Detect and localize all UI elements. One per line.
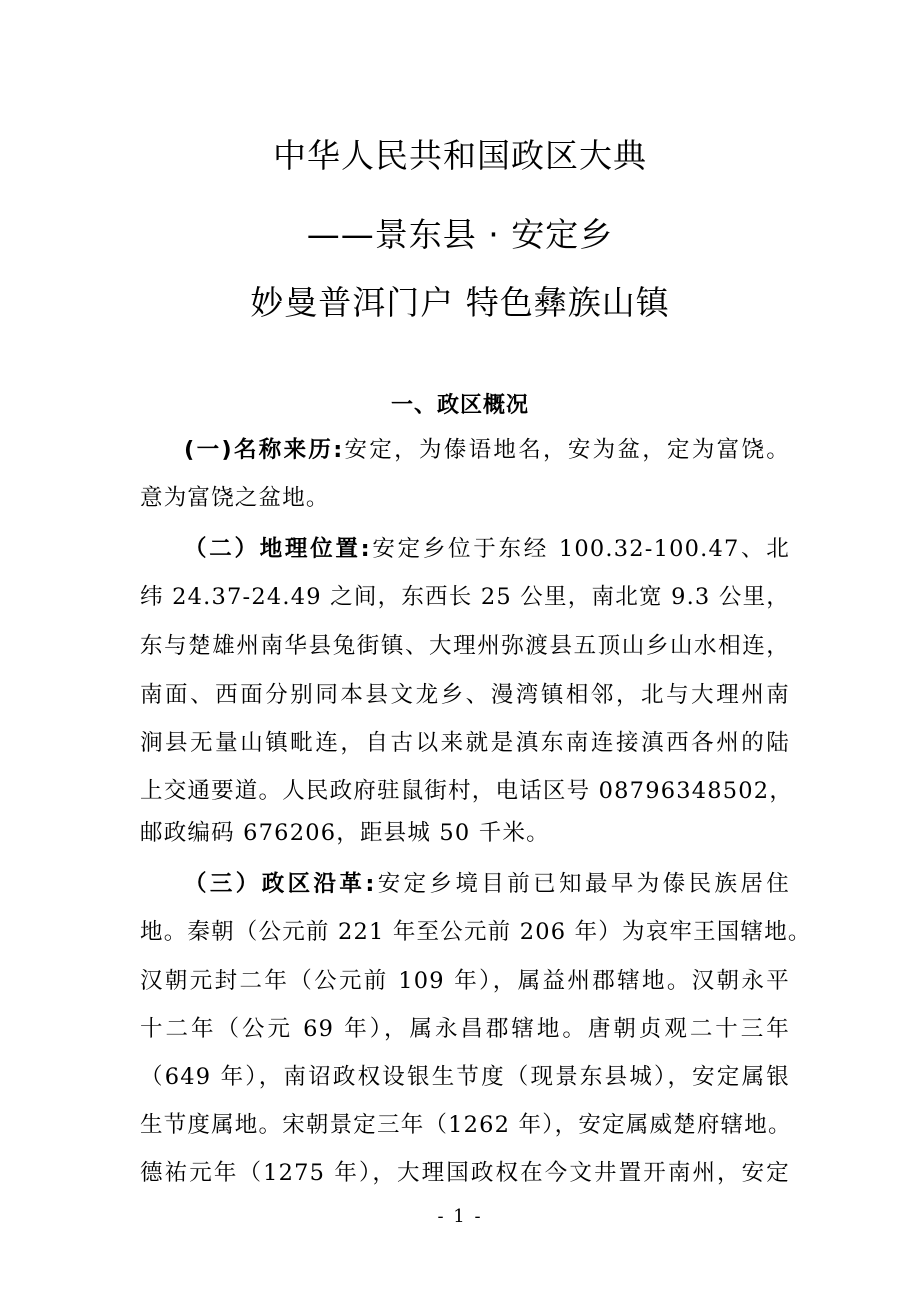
paragraph-label: （二）地理位置: xyxy=(184,536,371,562)
paragraph-line: 邮政编码 676206，距县城 50 千米。 xyxy=(140,820,550,846)
paragraph-line xyxy=(184,434,790,466)
page-number: - 1 - xyxy=(437,1206,483,1227)
paragraph-line: 汉朝元封二年（公元前 109 年），属益州郡辖地。汉朝永平 xyxy=(140,968,790,994)
paragraph-label: (一)名称来历: xyxy=(184,437,344,463)
paragraph-line: 地。秦朝（公元前 221 年至公元前 206 年）为哀牢王国辖地。 xyxy=(140,919,812,945)
paragraph-line: 十二年（公元 69 年），属永昌郡辖地。唐朝贞观二十三年 xyxy=(140,1016,790,1042)
paragraph-line: 东与楚雄州南华县兔街镇、大理州弥渡县五顶山乡山水相连， xyxy=(140,633,790,659)
paragraph-line: 涧县无量山镇毗连，自古以来就是滇东南连接滇西各州的陆 xyxy=(140,730,790,756)
paragraph-line: 上交通要道。人民政府驻鼠街村，电话区号 08796348502， xyxy=(140,778,794,804)
paragraph-line: 生节度属地。宋朝景定三年（1262 年），安定属威楚府辖地。 xyxy=(140,1112,792,1138)
paragraph-line: 纬 24.37-24.49 之间，东西长 25 公里，南北宽 9.3 公里， xyxy=(140,584,790,610)
paragraph-line xyxy=(184,868,790,900)
paragraph-text: 安定乡境目前已知最早为傣民族居住 xyxy=(375,871,790,897)
document-slogan: 妙曼普洱门户 特色彝族山镇 xyxy=(250,283,670,322)
section-heading: 一、政区概况 xyxy=(390,393,529,418)
paragraph-line: （649 年），南诏政权设银生节度（现景东县城），安定属银 xyxy=(140,1064,790,1090)
paragraph-text: 安定，为傣语地名，安为盆，定为富饶。 xyxy=(343,437,790,463)
paragraph-line xyxy=(184,533,790,565)
paragraph-label: （三）政区沿革: xyxy=(184,871,376,897)
paragraph-text: 安定乡位于东经 100.32-100.47、北 xyxy=(370,536,790,562)
paragraph-line: 意为富饶之盆地。 xyxy=(140,485,330,511)
paragraph-line: 南面、西面分别同本县文龙乡、漫湾镇相邻，北与大理州南 xyxy=(140,682,790,708)
document-subtitle: ——景东县 · 安定乡 xyxy=(306,215,614,254)
paragraph-line: 德祐元年（1275 年），大理国政权在今文井置开南州，安定 xyxy=(140,1160,790,1186)
document-title: 中华人民共和国政区大典 xyxy=(273,136,647,175)
